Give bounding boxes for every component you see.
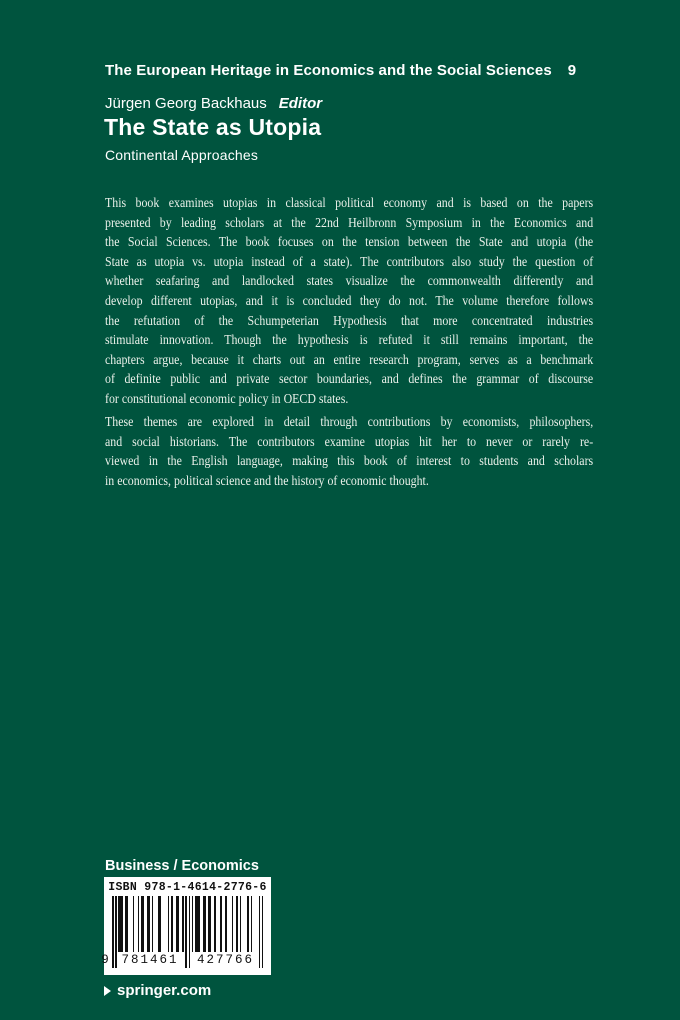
book-title: The State as Utopia <box>104 114 322 140</box>
barcode-digit-group-2: 427766 <box>196 953 254 967</box>
synopsis-paragraph-1: This book examines utopias in classical political economy and is based on the papers presented by leading scholars at the 22nd Heilbronn Symposium in the Economics and the Social Sciences. The book focuses on the tension between the State and utopia (the State as utopia vs. utopia instead of a state). The contributors also study the question of whether seafaring and landlocked states visualize the commonwealth differently and develop different utopias, and it is concluded they do not. The volume therefore follows the refutation of the Schumpeterian Hypothesis that more concentrated industries stimulate innovation. Though the hypothesis is refuted it still remains important, the chapters argue, because it charts out an entire research program, serves as a benchmark of definite public and private sector boundaries, and defines the grammar of discourse for constitutional economic policy in OECD states. <box>105 196 594 407</box>
book-subtitle: Continental Approaches <box>105 147 259 163</box>
series-title: The European Heritage in Economics and the Social Sciences <box>105 62 552 79</box>
barcode-panel <box>101 877 271 975</box>
publisher-line <box>104 982 211 999</box>
barcode-digit-lead: 9 <box>101 953 109 967</box>
series-title-line <box>105 62 576 79</box>
editor-label: Editor <box>278 95 323 112</box>
synopsis-paragraph-2: These themes are explored in detail through contributions by economists, philosophers, and social historians. The contributors examine utopias hit her to never or rarely re- viewed in the English language, making this book of interest to students and scholars in economics, political science and the history of economic thought. <box>105 415 594 489</box>
barcode <box>101 896 264 972</box>
barcode-digit-group-1: 781461 <box>121 953 179 967</box>
category-label: Business / Economics <box>105 858 259 874</box>
arrow-right-icon <box>104 986 111 996</box>
series-number: 9 <box>567 62 577 79</box>
author-name: Jürgen Georg Backhaus <box>105 95 267 112</box>
author-line <box>105 95 322 112</box>
isbn-text: ISBN 978-1-4614-2776-6 <box>108 881 267 894</box>
publisher-url: springer.com <box>117 982 212 999</box>
